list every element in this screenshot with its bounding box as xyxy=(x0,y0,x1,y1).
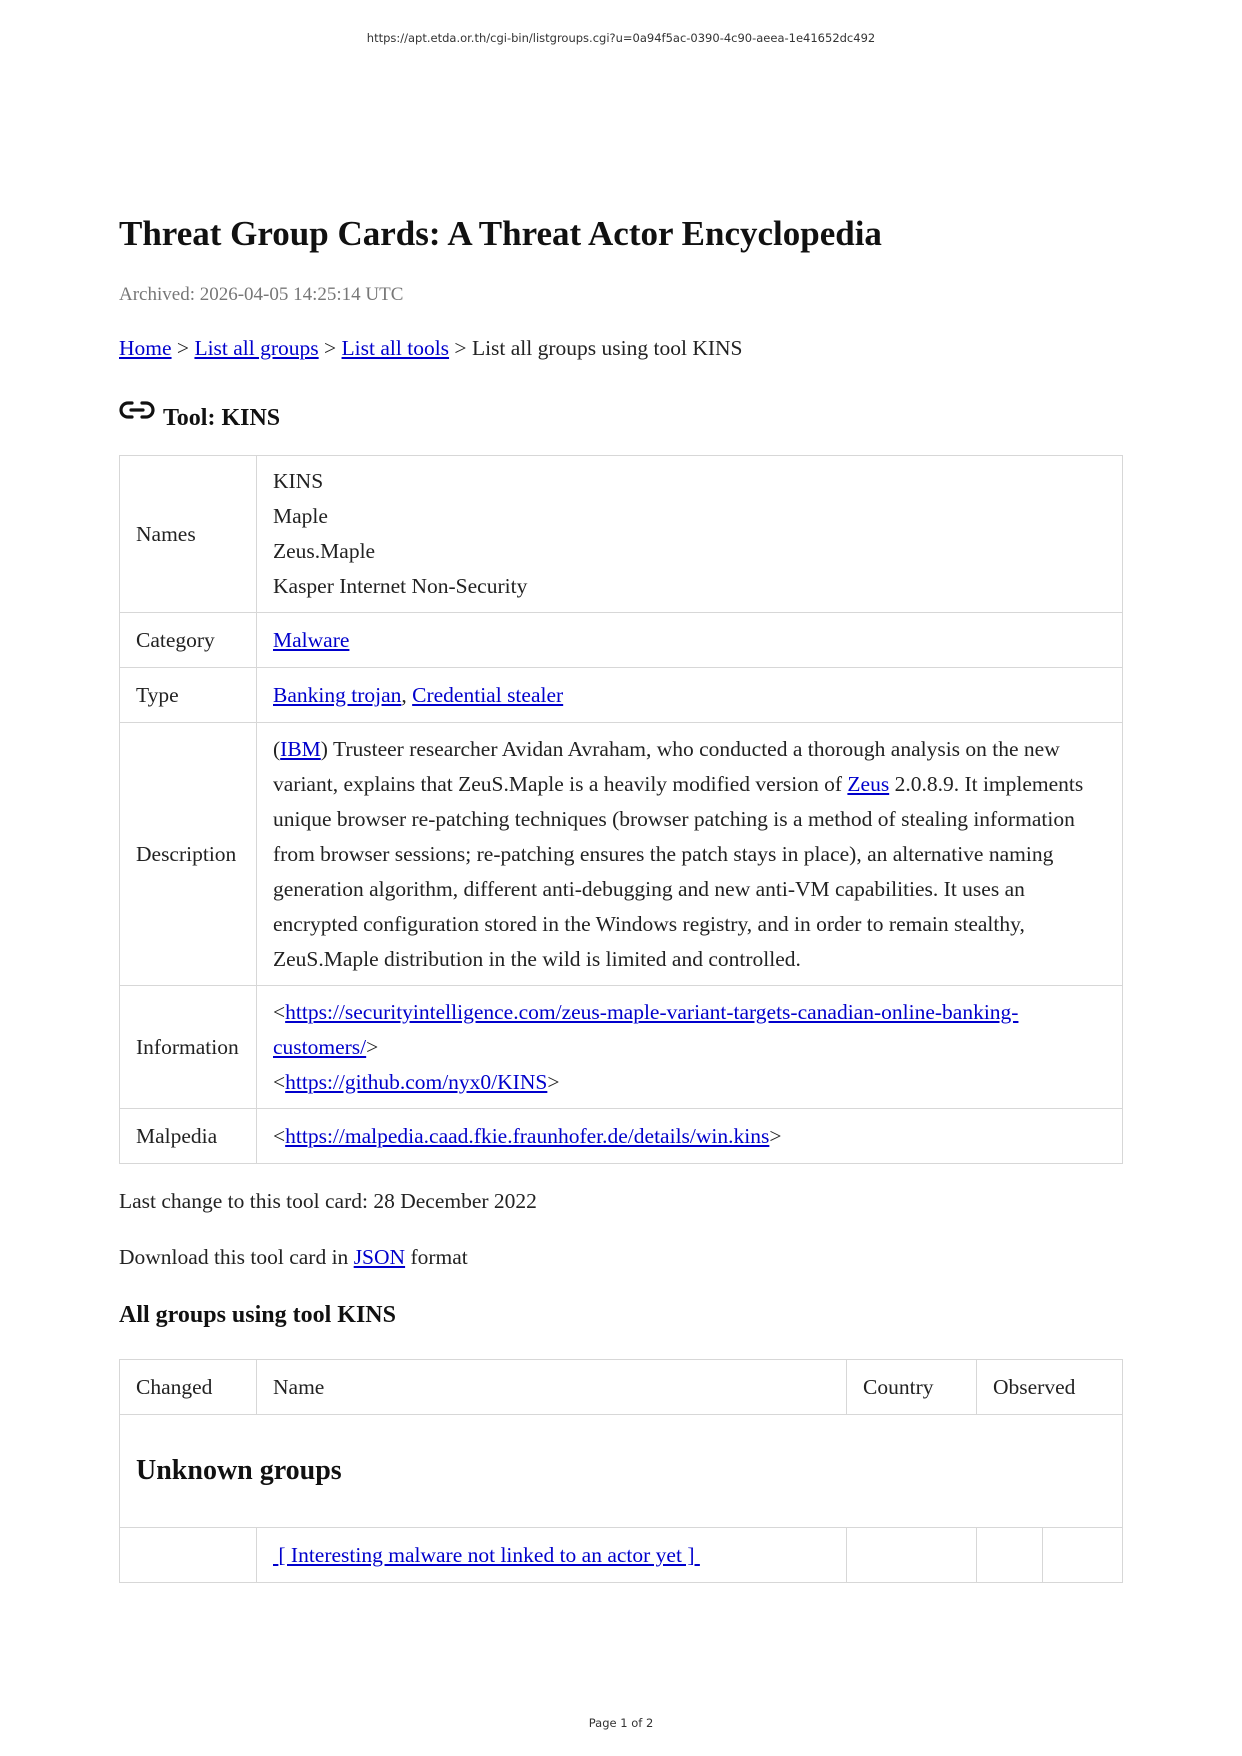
table-row xyxy=(120,1415,1123,1528)
tool-card-table xyxy=(119,455,1123,1164)
type-label: Type xyxy=(120,668,257,723)
desc-zeus-link[interactable]: Zeus xyxy=(847,771,890,796)
archived-timestamp: Archived: 2026-04-05 14:25:14 UTC xyxy=(119,284,404,305)
page-number: Page 1 of 2 xyxy=(588,1716,654,1730)
category-label: Category xyxy=(120,613,257,668)
type-cell xyxy=(257,668,1123,723)
groups-heading: All groups using tool KINS xyxy=(119,1302,396,1328)
table-row xyxy=(120,1109,1123,1164)
angle-open: < xyxy=(273,1069,286,1094)
info-link[interactable]: https://github.com/nyx0/KINS xyxy=(285,1069,548,1094)
category-cell xyxy=(257,613,1123,668)
breadcrumb-separator: > xyxy=(324,336,337,360)
type-link-banking-trojan[interactable]: Banking trojan xyxy=(273,682,402,707)
group-link[interactable]: [ Interesting malware not linked to an actor yet ] xyxy=(278,1542,695,1567)
link-icon xyxy=(119,399,155,421)
download-text: Download this tool card in xyxy=(119,1245,349,1269)
breadcrumb-current: List all groups using tool KINS xyxy=(471,336,743,360)
angle-close: > xyxy=(547,1069,560,1094)
download-text: format xyxy=(410,1245,468,1269)
names-cell xyxy=(257,456,1123,613)
breadcrumb-home-link[interactable]: Home xyxy=(119,336,172,360)
breadcrumb-groups-link[interactable]: List all groups xyxy=(194,336,319,360)
angle-open: < xyxy=(273,1123,286,1148)
groups-table xyxy=(119,1359,1123,1583)
desc-paren: ( xyxy=(273,736,281,761)
page-title: Threat Group Cards: A Threat Actor Encyclopedia xyxy=(119,214,882,253)
name-item: Zeus.Maple xyxy=(273,539,376,563)
names-label: Names xyxy=(120,456,257,613)
type-separator: , xyxy=(401,682,407,707)
description-label: Description xyxy=(120,723,257,986)
table-row xyxy=(120,613,1123,668)
information-cell xyxy=(257,986,1123,1109)
tool-heading xyxy=(119,397,1123,433)
table-row xyxy=(120,668,1123,723)
page-url-header: https://apt.etda.or.th/cgi-bin/listgroups.cgi?u=0a94f5ac-0390-4c90-aeea-1e41652dc492 xyxy=(366,31,876,45)
name-item: Maple xyxy=(273,504,328,528)
table-header-row xyxy=(120,1360,1123,1415)
desc-text: ) Trusteer researcher Avidan Avraham, who conducted a thorough analysis on the new variant, explains that ZeuS.Maple is a heavily modified version of xyxy=(273,736,1060,796)
info-link[interactable]: https://securityintelligence.com/zeus-maple-variant-targets-canadian-online-banking-customers/ xyxy=(273,999,1019,1059)
cell-changed xyxy=(120,1528,257,1583)
column-header-country: Country xyxy=(847,1360,977,1415)
json-download-link[interactable]: JSON xyxy=(353,1245,406,1269)
type-link-credential-stealer[interactable]: Credential stealer xyxy=(412,682,564,707)
desc-source-link[interactable]: IBM xyxy=(280,736,321,761)
section-title: Unknown groups xyxy=(136,1454,342,1486)
desc-text: 2.0.8.9. It implements unique browser re-patching techniques (browser patching is a method of stealing information from browser sessions; re-patching ensures the patch stays in place), an alternative naming generation algorithm, different anti-debugging and new anti-VM capabilities. It uses an encrypted configuration stored in the Windows registry, and in order to remain stealthy, ZeuS.Maple distribution in the wild is limited and controlled. xyxy=(273,771,1084,971)
main-content xyxy=(119,210,1123,1583)
info-reference xyxy=(273,995,1106,1065)
angle-close: > xyxy=(769,1123,782,1148)
breadcrumb-separator: > xyxy=(454,336,467,360)
malpedia-cell xyxy=(257,1109,1123,1164)
table-row xyxy=(120,986,1123,1109)
info-reference xyxy=(273,1065,1106,1100)
angle-close: > xyxy=(366,1034,379,1059)
download-line xyxy=(119,1242,1123,1272)
tool-title: Tool: KINS xyxy=(163,405,281,431)
description-cell xyxy=(257,723,1123,986)
table-row xyxy=(120,456,1123,613)
name-item: Kasper Internet Non-Security xyxy=(273,574,528,598)
cell-name xyxy=(257,1528,847,1583)
name-item: KINS xyxy=(273,469,324,493)
table-row xyxy=(120,723,1123,986)
section-unknown-groups xyxy=(120,1415,1123,1528)
last-change: Last change to this tool card: 28 December 2022 xyxy=(119,1189,537,1213)
category-link[interactable]: Malware xyxy=(273,627,350,652)
malpedia-link[interactable]: https://malpedia.caad.fkie.fraunhofer.de/details/win.kins xyxy=(285,1123,770,1148)
breadcrumb xyxy=(119,333,1123,363)
column-header-name: Name xyxy=(257,1360,847,1415)
column-header-observed: Observed xyxy=(977,1360,1123,1415)
information-label: Information xyxy=(120,986,257,1109)
breadcrumb-separator: > xyxy=(176,336,190,360)
angle-open: < xyxy=(273,999,286,1024)
table-row xyxy=(120,1528,1123,1583)
cell-country xyxy=(847,1528,977,1583)
cell-extra xyxy=(1043,1528,1123,1583)
column-header-changed: Changed xyxy=(120,1360,257,1415)
breadcrumb-tools-link[interactable]: List all tools xyxy=(341,336,450,360)
cell-observed xyxy=(977,1528,1043,1583)
malpedia-label: Malpedia xyxy=(120,1109,257,1164)
